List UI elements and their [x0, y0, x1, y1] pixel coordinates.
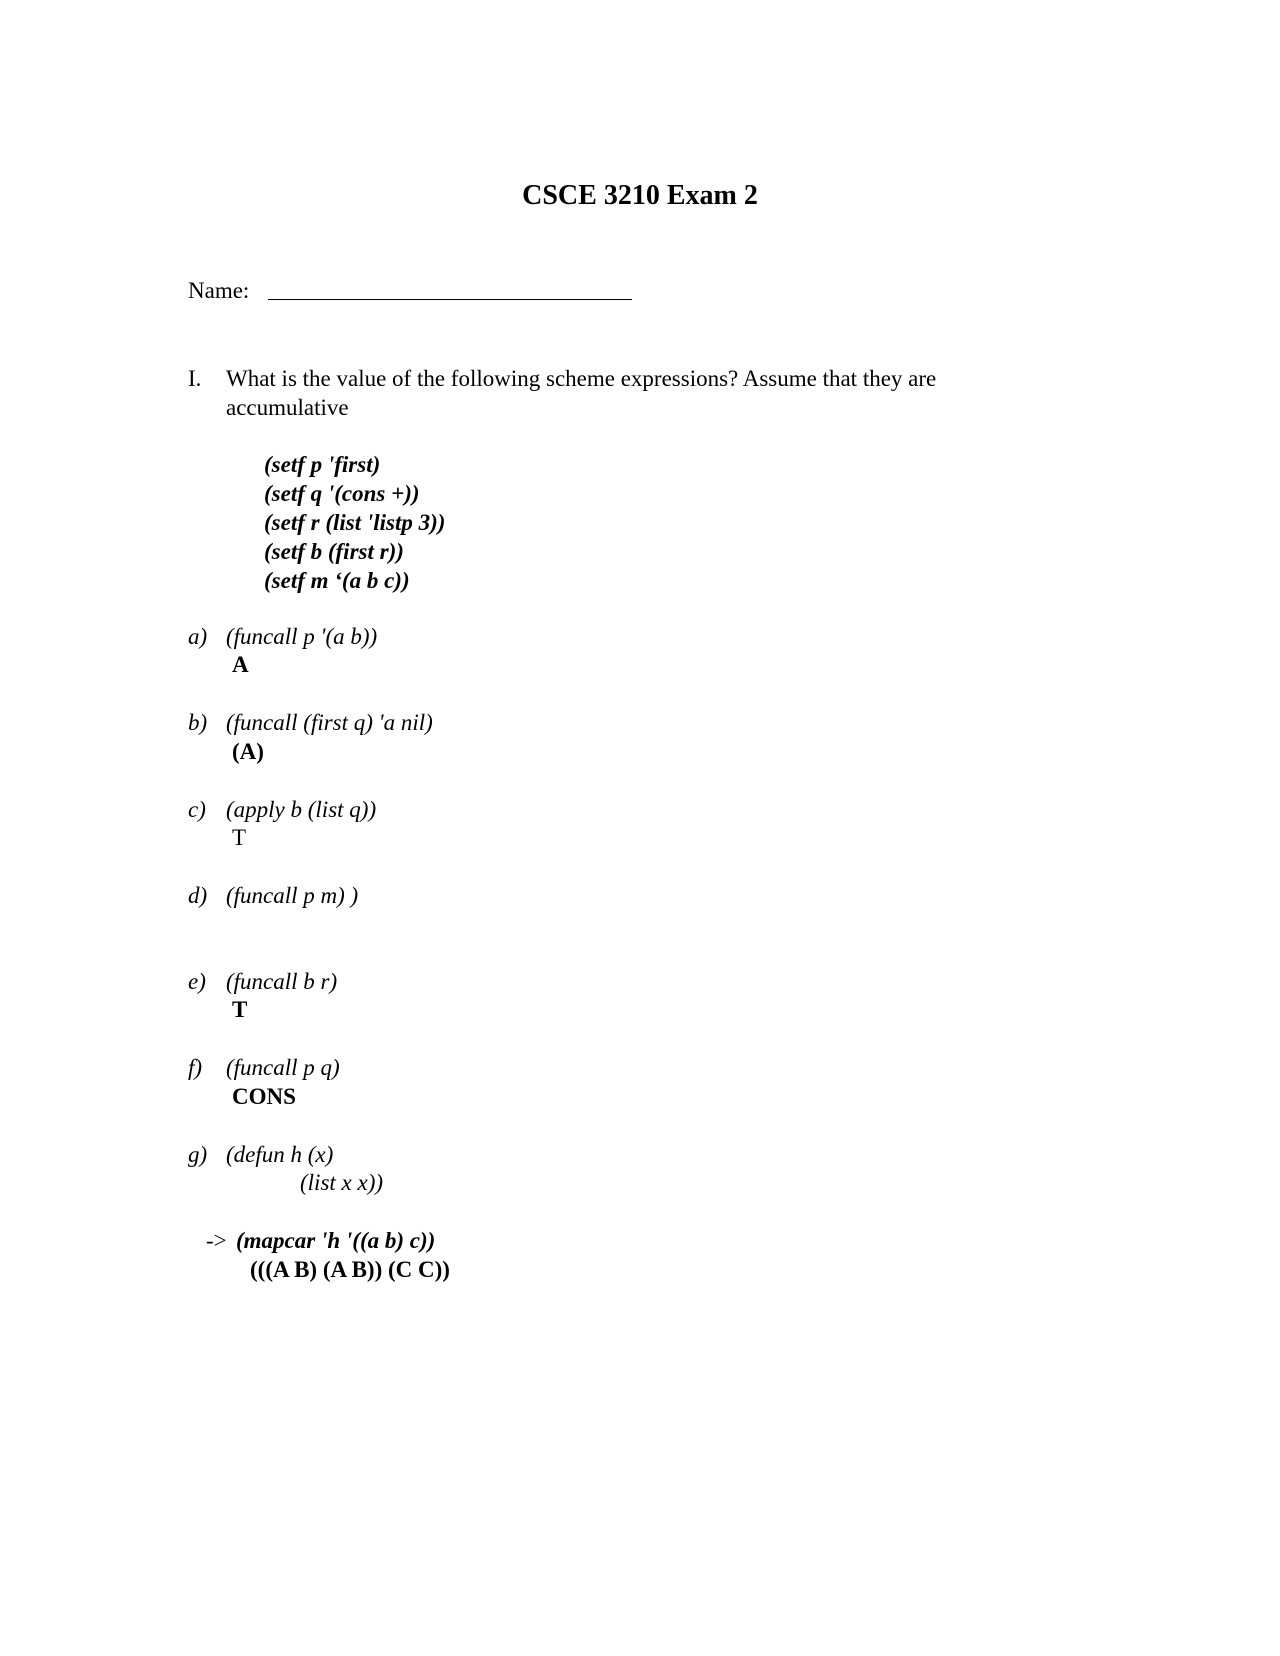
part-c-expression: (apply b (list q)) [226, 797, 377, 822]
part-e-expression: (funcall b r) [226, 969, 338, 994]
part-f-expression: (funcall p q) [226, 1055, 340, 1080]
part-b-expression: (funcall (first q) 'a nil) [226, 710, 433, 735]
part-c-answer: T [232, 825, 247, 850]
setup-line: (setf q '(cons +)) [264, 481, 420, 506]
setup-expressions [264, 450, 445, 595]
question-number: I. [188, 366, 202, 391]
part-e-letter: e) [188, 969, 206, 994]
part-g-mapcar-call: (mapcar 'h '((a b) c)) [236, 1228, 436, 1253]
part-b-letter: b) [188, 710, 208, 735]
setup-line: (setf b (first r)) [264, 539, 404, 564]
question-prompt: What is the value of the following scheme expressions? Assume that they are accumulative [226, 366, 937, 420]
name-label: Name: [188, 278, 250, 303]
part-g-letter: g) [188, 1142, 208, 1167]
part-f-letter: f) [188, 1055, 203, 1080]
part-a-expression: (funcall p '(a b)) [226, 624, 378, 649]
part-g-expression-line1: (defun h (x) [226, 1142, 334, 1167]
setup-line: (setf p 'first) [264, 452, 381, 477]
part-d-letter: d) [188, 883, 208, 908]
exam-title: CSCE 3210 Exam 2 [522, 180, 758, 211]
part-g-answer: (((A B) (A B)) (C C)) [250, 1257, 450, 1282]
part-e-answer: T [232, 997, 248, 1022]
part-c-letter: c) [188, 797, 206, 822]
part-f-answer: CONS [232, 1084, 296, 1109]
part-a-letter: a) [188, 624, 208, 649]
part-a-answer: A [232, 652, 249, 677]
part-d-expression: (funcall p m) ) [226, 883, 359, 908]
setup-line: (setf m ‘(a b c)) [264, 568, 410, 593]
setup-line: (setf r (list 'listp 3)) [264, 510, 446, 535]
part-g-arrow: -> [206, 1228, 227, 1253]
part-g-expression-line2: (list x x)) [300, 1170, 384, 1195]
part-b-answer: (A) [232, 739, 264, 764]
name-blank-line [268, 299, 632, 300]
